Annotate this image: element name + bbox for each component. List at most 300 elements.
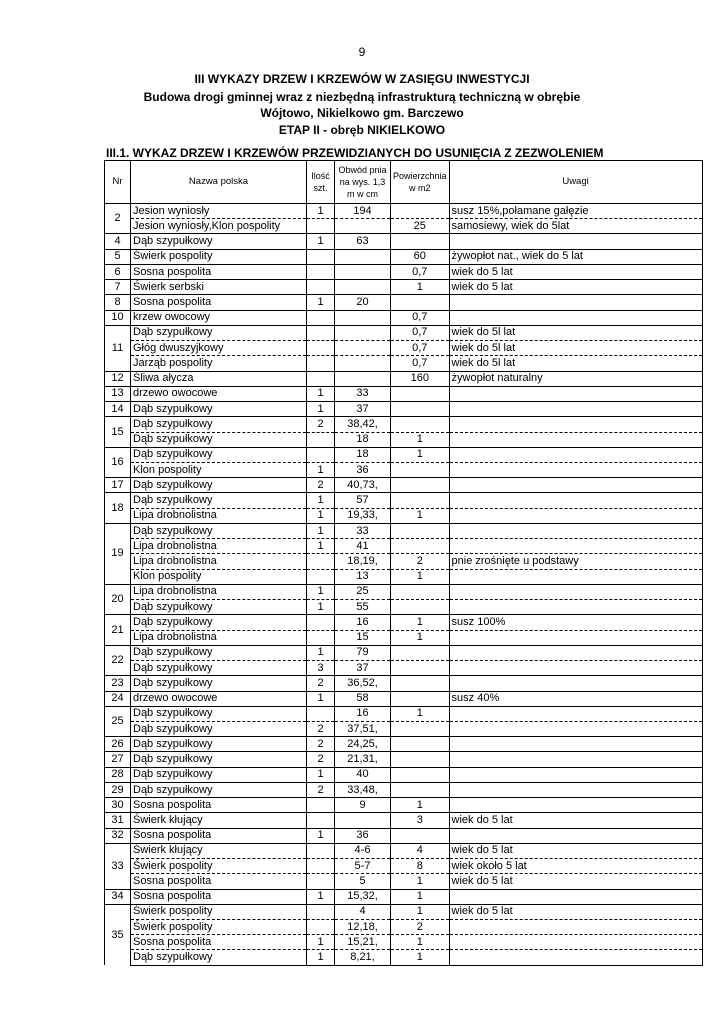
species-name: Jesion wyniosły [131,204,307,219]
species-name: Dąb szypułkowy [131,432,307,447]
trunk-circumference: 79 [335,645,391,660]
table-row [105,234,703,249]
table-row [105,828,703,843]
trunk-circumference: 38,42, [335,417,391,432]
trunk-circumference: 12,18, [335,920,391,935]
species-name: Dąb szypułkowy [131,737,307,752]
quantity [307,569,335,584]
quantity: 2 [307,676,335,691]
trunk-circumference: 36 [335,828,391,843]
table-row [105,310,703,325]
species-name: Sosna pospolita [131,874,307,889]
area: 8 [391,859,450,874]
species-name: Lipa drobnolistna [131,630,307,645]
row-nr: 8 [105,295,131,310]
quantity: 1 [307,600,335,615]
trunk-circumference: 15,21, [335,935,391,950]
trunk-circumference: 37,51, [335,721,391,736]
remarks [449,721,702,736]
trunk-circumference: 40,73, [335,478,391,493]
table-row [105,737,703,752]
document-stage: ETAP II - obręb NIKIELKOWO [278,123,446,137]
remarks [449,508,702,523]
area: 1 [391,798,450,813]
quantity [307,859,335,874]
species-name: Lipa drobnolistna [131,508,307,523]
trunk-circumference: 9 [335,798,391,813]
remarks: susz 100% [449,615,702,630]
row-nr: 23 [105,676,131,691]
row-nr: 34 [105,889,131,904]
row-nr: 27 [105,752,131,767]
quantity [307,554,335,569]
area: 160 [391,371,450,386]
row-nr: 16 [105,447,131,477]
trunk-circumference: 36,52, [335,676,391,691]
quantity: 1 [307,950,335,965]
remarks [449,950,702,965]
species-name: Dąb szypułkowy [131,402,307,417]
area: 1 [391,935,450,950]
trunk-circumference: 24,25, [335,737,391,752]
table-row [105,569,703,584]
area [391,661,450,676]
species-name: Dąb szypułkowy [131,417,307,432]
species-name: Sosna pospolita [131,828,307,843]
table-row [105,661,703,676]
table-row [105,204,703,219]
row-nr: 24 [105,691,131,706]
row-nr: 10 [105,310,131,325]
trunk-circumference [335,371,391,386]
table-row [105,280,703,295]
species-name: Dąb szypułkowy [131,478,307,493]
quantity: 1 [307,828,335,843]
trunk-circumference: 18 [335,432,391,447]
remarks [449,234,702,249]
remarks [449,478,702,493]
trunk-circumference [335,813,391,828]
species-name: drzewo owocowe [131,691,307,706]
table-row [105,767,703,782]
row-nr: 11 [105,325,131,371]
table-row [105,462,703,477]
area: 1 [391,904,450,919]
table-row [105,752,703,767]
table-row [105,295,703,310]
table-row [105,402,703,417]
area [391,234,450,249]
quantity: 1 [307,889,335,904]
species-name: Lipa drobnolistna [131,584,307,599]
quantity [307,371,335,386]
quantity: 1 [307,523,335,538]
species-name: Świerk pospolity [131,920,307,935]
table-row [105,904,703,919]
area [391,402,450,417]
trunk-circumference: 21,31, [335,752,391,767]
species-name: Klon pospolity [131,569,307,584]
species-name: Dąb szypułkowy [131,767,307,782]
remarks: wiek do 5 lat [449,280,702,295]
quantity [307,798,335,813]
quantity: 2 [307,782,335,797]
remarks [449,767,702,782]
trunk-circumference: 20 [335,295,391,310]
species-name: Dąb szypułkowy [131,447,307,462]
remarks [449,782,702,797]
quantity: 1 [307,584,335,599]
remarks: pnie zrośnięte u podstawy [449,554,702,569]
row-nr: 26 [105,737,131,752]
remarks: żywopłot naturalny [449,371,702,386]
area [391,295,450,310]
area [391,600,450,615]
column-header-trunk-circumference: Obwód pnia na wys. 1,3 m w cm [335,161,391,204]
table-row [105,615,703,630]
area: 1 [391,508,450,523]
table-row [105,676,703,691]
species-name: Dąb szypułkowy [131,615,307,630]
table-row [105,493,703,508]
remarks [449,676,702,691]
area: 3 [391,813,450,828]
trunk-circumference: 18,19, [335,554,391,569]
area [391,737,450,752]
area [391,676,450,691]
remarks [449,798,702,813]
trunk-circumference: 18 [335,447,391,462]
trunk-circumference: 15 [335,630,391,645]
species-name: Świerk pospolity [131,904,307,919]
species-name: Sosna pospolita [131,935,307,950]
quantity: 1 [307,935,335,950]
quantity [307,325,335,340]
quantity: 1 [307,493,335,508]
area: 1 [391,447,450,462]
row-nr: 21 [105,615,131,645]
tree-inventory-table [104,160,703,966]
table-row [105,600,703,615]
table-row [105,447,703,462]
column-header-area: Powierzchnia w m2 [391,161,450,204]
table-row [105,325,703,340]
table-row [105,843,703,858]
row-nr: 22 [105,645,131,675]
quantity: 2 [307,737,335,752]
quantity [307,615,335,630]
remarks: wiek około 5 lat [449,859,702,874]
remarks [449,386,702,401]
quantity: 2 [307,721,335,736]
trunk-circumference: 5-7 [335,859,391,874]
species-name: Dąb szypułkowy [131,676,307,691]
remarks [449,462,702,477]
trunk-circumference: 57 [335,493,391,508]
row-nr: 14 [105,402,131,417]
area: 25 [391,219,450,234]
remarks: wiek do 5 lat [449,904,702,919]
document-location: Wójtowo, Nikielkowo gm. Barczewo [260,106,464,120]
remarks: wiek do 5 lat [449,813,702,828]
row-nr: 32 [105,828,131,843]
quantity [307,630,335,645]
trunk-circumference: 33 [335,386,391,401]
table-row [105,706,703,721]
row-nr: 19 [105,523,131,584]
quantity [307,813,335,828]
remarks [449,645,702,660]
species-name: Dąb szypułkowy [131,523,307,538]
species-name: Świerk pospolity [131,249,307,264]
column-header-remarks: Uwagi [449,161,702,204]
species-name: Sosna pospolita [131,798,307,813]
species-name: Dąb szypułkowy [131,706,307,721]
area: 1 [391,706,450,721]
area: 1 [391,432,450,447]
table-row [105,859,703,874]
table-row [105,341,703,356]
row-nr: 25 [105,706,131,736]
table-body [105,204,703,966]
area [391,204,450,219]
area [391,584,450,599]
area: 1 [391,280,450,295]
remarks [449,295,702,310]
species-name: Lipa drobnolistna [131,554,307,569]
area: 4 [391,843,450,858]
row-nr: 5 [105,249,131,264]
quantity [307,249,335,264]
table-row [105,782,703,797]
remarks [449,584,702,599]
row-nr: 31 [105,813,131,828]
species-name: Dąb szypułkowy [131,950,307,965]
trunk-circumference: 37 [335,661,391,676]
trunk-circumference: 15,32, [335,889,391,904]
quantity [307,310,335,325]
species-name: Świerk serbski [131,280,307,295]
row-nr: 35 [105,904,131,965]
remarks [449,569,702,584]
table-row [105,554,703,569]
quantity [307,920,335,935]
quantity [307,341,335,356]
trunk-circumference [335,280,391,295]
column-header-quantity: Ilość szt. [307,161,335,204]
species-name: Lipa drobnolistna [131,539,307,554]
remarks [449,935,702,950]
area: 1 [391,630,450,645]
row-nr: 15 [105,417,131,447]
area [391,828,450,843]
row-nr: 2 [105,204,131,234]
row-nr: 6 [105,264,131,279]
remarks [449,493,702,508]
area: 0,7 [391,325,450,340]
area [391,645,450,660]
area: 2 [391,554,450,569]
area [391,417,450,432]
table-row [105,386,703,401]
row-nr: 33 [105,843,131,889]
remarks: susz 15%,połamane gałęzie [449,204,702,219]
trunk-circumference: 33 [335,523,391,538]
document-subtitle: Budowa drogi gminnej wraz z niezbędną infrastrukturą techniczną w obrębie [143,90,581,104]
table-row [105,264,703,279]
table-row [105,798,703,813]
quantity: 1 [307,767,335,782]
area: 0,7 [391,264,450,279]
trunk-circumference: 33,48, [335,782,391,797]
remarks: wiek do 5l lat [449,341,702,356]
table-row [105,371,703,386]
species-name: Dąb szypułkowy [131,645,307,660]
species-name: drzewo owocowe [131,386,307,401]
trunk-circumference [335,249,391,264]
quantity: 1 [307,539,335,554]
species-name: Dąb szypułkowy [131,234,307,249]
row-nr: 30 [105,798,131,813]
remarks [449,706,702,721]
table-row [105,508,703,523]
trunk-circumference [335,264,391,279]
row-nr: 17 [105,478,131,493]
table-row [105,539,703,554]
remarks [449,523,702,538]
remarks: wiek do 5 lat [449,843,702,858]
remarks [449,432,702,447]
trunk-circumference [335,356,391,371]
table-row [105,691,703,706]
quantity: 1 [307,691,335,706]
table-row [105,417,703,432]
page-number: 9 [358,45,366,59]
species-name: Dąb szypułkowy [131,752,307,767]
remarks: wiek do 5 lat [449,874,702,889]
trunk-circumference [335,219,391,234]
species-name: Dąb szypułkowy [131,493,307,508]
remarks [449,417,702,432]
trunk-circumference: 16 [335,706,391,721]
area: 1 [391,889,450,904]
area: 1 [391,615,450,630]
area [391,691,450,706]
area [391,462,450,477]
quantity [307,432,335,447]
area [391,782,450,797]
row-nr: 29 [105,782,131,797]
trunk-circumference: 13 [335,569,391,584]
species-name: Jesion wyniosły,Klon pospolity [131,219,307,234]
quantity [307,264,335,279]
remarks [449,752,702,767]
remarks: susz 40% [449,691,702,706]
area: 0,7 [391,310,450,325]
remarks [449,661,702,676]
quantity [307,356,335,371]
trunk-circumference [335,310,391,325]
remarks [449,310,702,325]
quantity: 2 [307,417,335,432]
quantity: 3 [307,661,335,676]
quantity [307,843,335,858]
remarks: wiek do 5l lat [449,325,702,340]
area [391,523,450,538]
table-row [105,950,703,965]
remarks [449,600,702,615]
table-row [105,920,703,935]
trunk-circumference: 16 [335,615,391,630]
trunk-circumference: 4-6 [335,843,391,858]
quantity [307,706,335,721]
table-row [105,219,703,234]
column-header-name: Nazwa polska [131,161,307,204]
remarks: wiek do 5 lat [449,264,702,279]
remarks [449,402,702,417]
species-name: Dąb szypułkowy [131,721,307,736]
quantity: 1 [307,645,335,660]
area [391,478,450,493]
species-name: Sosna pospolita [131,889,307,904]
species-name: Sosna pospolita [131,295,307,310]
document-title: III WYKAZY DRZEW I KRZEWÓW W ZASIĘGU INWESTYCJI [194,72,530,86]
trunk-circumference: 4 [335,904,391,919]
area: 1 [391,950,450,965]
species-name: Głóg dwuszyjkowy [131,341,307,356]
trunk-circumference: 194 [335,204,391,219]
remarks [449,630,702,645]
species-name: Świerk pospolity [131,859,307,874]
table-row [105,356,703,371]
species-name: Klon pospolity [131,462,307,477]
table-row [105,584,703,599]
table-row [105,432,703,447]
species-name: Świerk kłujący [131,813,307,828]
table-row [105,630,703,645]
quantity [307,874,335,889]
quantity: 1 [307,234,335,249]
area [391,721,450,736]
area: 2 [391,920,450,935]
quantity [307,447,335,462]
trunk-circumference [335,341,391,356]
trunk-circumference: 19,33, [335,508,391,523]
quantity [307,219,335,234]
table-row [105,889,703,904]
area [391,539,450,554]
quantity: 1 [307,402,335,417]
trunk-circumference: 36 [335,462,391,477]
species-name: Dąb szypułkowy [131,600,307,615]
area [391,493,450,508]
remarks [449,828,702,843]
species-name: Dąb szypułkowy [131,661,307,676]
table-row [105,721,703,736]
trunk-circumference: 37 [335,402,391,417]
area [391,767,450,782]
species-name: Śliwa ałycza [131,371,307,386]
quantity: 2 [307,752,335,767]
remarks: samosiewy, wiek do 5lat [449,219,702,234]
quantity: 2 [307,478,335,493]
remarks [449,447,702,462]
table-row [105,813,703,828]
remarks [449,737,702,752]
trunk-circumference: 41 [335,539,391,554]
remarks [449,920,702,935]
species-name: Sosna pospolita [131,264,307,279]
